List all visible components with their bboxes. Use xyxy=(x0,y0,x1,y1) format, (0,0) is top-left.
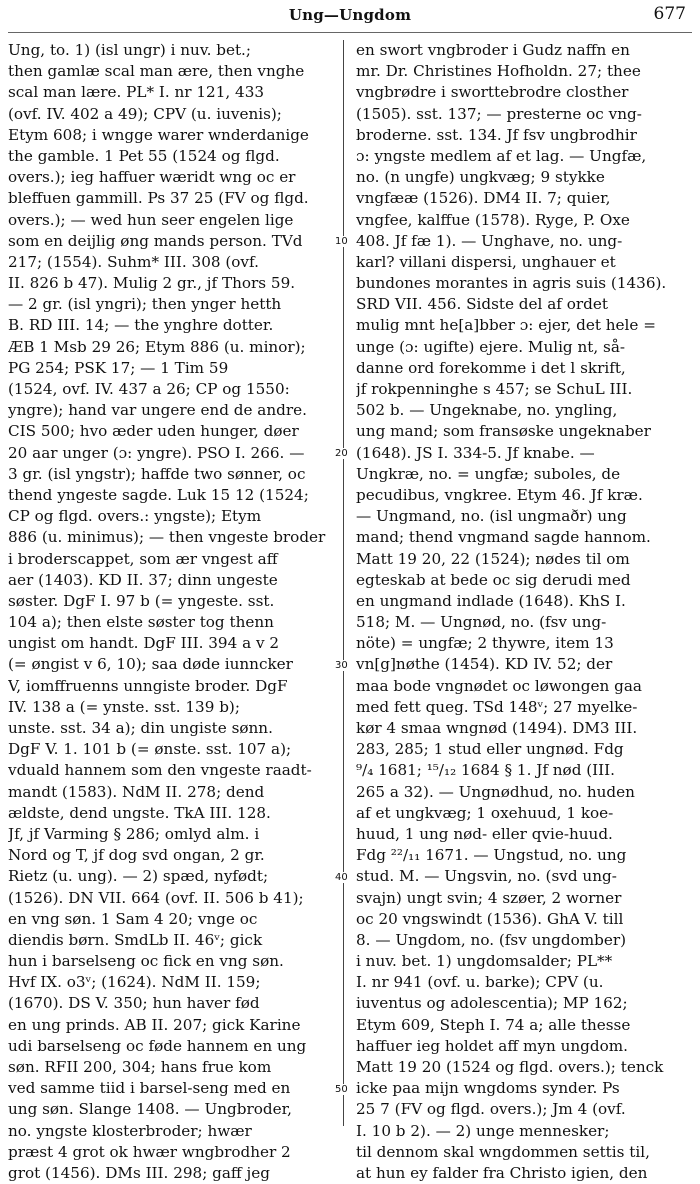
text-line: maa bode vngnødet oc løwongen gaa xyxy=(356,676,642,695)
text-line: — 2 gr. (isl yngri); then ynger hetth xyxy=(8,295,282,314)
text-line: svajn) ungt svin; 4 szøer, 2 worner xyxy=(356,888,622,907)
header-rule xyxy=(8,32,692,33)
text-line: Matt 19 20, 22 (1524); nødes til om xyxy=(356,549,630,568)
text-line: overs.); ieg haffuer wæridt wng oc er xyxy=(8,168,296,187)
text-line: pecudibus, vngkree. Etym 46. Jf kræ. xyxy=(356,485,643,504)
text-line: B. RD III. 14; — the ynghre dotter. xyxy=(8,316,274,335)
text-line: karl? villani dispersi, unghauer et xyxy=(356,252,616,271)
text-line: stud. M. — Ungsvin, no. (svd ung- xyxy=(356,867,617,886)
text-line: i broderscappet, som ær vngest aff xyxy=(8,549,278,568)
text-line: bleffuen gammill. Ps 37 25 (FV og flgd. xyxy=(8,189,309,208)
line-number: 40 xyxy=(335,871,348,883)
text-line: ung mand; som fransøske ungeknaber xyxy=(356,422,651,441)
text-line: vngfee, kalffue (1578). Ryge, P. Oxe xyxy=(356,210,630,229)
text-line: nöte) = ungfæ; 2 thywre, item 13 xyxy=(356,634,614,653)
text-line: (= øngist v 6, 10); saa døde iunncker xyxy=(8,655,293,674)
text-line: hun i barselseng oc fick en vng søn. xyxy=(8,952,284,971)
text-line: ɔ: yngste medlem af et lag. — Ungfæ, xyxy=(356,146,647,165)
text-line: huud, 1 ung nød- eller qvie-huud. xyxy=(356,824,613,843)
page-header xyxy=(0,2,700,32)
page-number: 677 xyxy=(653,4,686,24)
text-line: PG 254; PSK 17; — 1 Tim 59 xyxy=(8,358,229,377)
text-line: 502 b. — Ungeknabe, no. yngling, xyxy=(356,401,618,420)
text-line: oc 20 vngswindt (1536). GhA V. till xyxy=(356,909,624,928)
text-line: ved samme tiid i barsel-seng med en xyxy=(8,1079,291,1098)
right-column xyxy=(356,40,690,1184)
text-line: 104 a); then elste søster tog thenn xyxy=(8,613,274,632)
text-line: I. 10 b 2). — 2) unge mennesker; xyxy=(356,1121,610,1140)
text-line: Ung, to. 1) (isl ungr) i nuv. bet.; xyxy=(8,41,252,59)
text-line: Ungkræ, no. = ungfæ; suboles, de xyxy=(356,464,621,483)
text-line: ⁹/₄ 1681; ¹⁵/₁₂ 1684 § 1. Jf nød (III. xyxy=(356,761,615,780)
text-line: Hvf IX. o3ᵛ; (1624). NdM II. 159; xyxy=(8,973,261,992)
text-line: — Ungmand, no. (isl ungmaðr) ung xyxy=(356,507,627,526)
line-number: 50 xyxy=(335,1083,348,1095)
running-head-title: Ung—Ungdom xyxy=(288,6,412,24)
text-line: grot (1456). DMs III. 298; gaff jeg xyxy=(8,1163,270,1182)
text-line: unge (ɔ: ugifte) ejere. Mulig nt, så- xyxy=(356,337,626,356)
text-line: mand; thend vngmand sagde hannom. xyxy=(356,528,651,547)
text-line: at hun ey falder fra Christo igien, den xyxy=(356,1163,648,1182)
text-line: Fdg ²²/₁₁ 1671. — Ungstud, no. ung xyxy=(356,846,627,865)
text-line: en vng søn. 1 Sam 4 20; vnge oc xyxy=(8,909,258,928)
line-number: 30 xyxy=(335,659,348,671)
text-line: Jf, jf Varming § 286; omlyd alm. i xyxy=(8,824,260,843)
text-line: 886 (u. minimus); — then vngeste broder xyxy=(8,528,326,547)
text-line: med fett queg. TSd 148ᵛ; 27 myelke- xyxy=(356,697,638,716)
text-line: (1670). DS V. 350; hun haver fød xyxy=(8,994,260,1013)
text-line: (ovf. IV. 402 a 49); CPV (u. iuvenis); xyxy=(8,104,282,123)
text-line: 408. Jf fæ 1). — Unghave, no. ung- xyxy=(356,231,623,250)
text-line: mandt (1583). NdM II. 278; dend xyxy=(8,782,265,801)
text-line: vngbrødre i sworttebrodre closther xyxy=(356,83,629,102)
text-line: Etym 609, Steph I. 74 a; alle thesse xyxy=(356,1015,631,1034)
text-line: overs.); — wed hun seer engelen lige xyxy=(8,210,294,229)
line-number: 20 xyxy=(335,447,348,459)
text-line: the gamble. 1 Pet 55 (1524 og flgd. xyxy=(8,146,280,165)
text-line: ung søn. Slange 1408. — Ungbroder, xyxy=(8,1100,293,1119)
text-line: ungist om handt. DgF III. 394 a v 2 xyxy=(8,634,280,653)
text-line: iuventus og adolescentia); MP 162; xyxy=(356,994,628,1013)
text-line: (1524, ovf. IV. 437 a 26; CP og 1550: xyxy=(8,380,290,398)
text-line: DgF V. 1. 101 b (= ønste. sst. 107 a); xyxy=(8,740,292,759)
text-line: søster. DgF I. 97 b (= yngeste. sst. xyxy=(8,591,275,610)
text-line: haffuer ieg holdet aff myn ungdom. xyxy=(356,1036,628,1055)
text-line: til dennom skal wngdommen settis til, xyxy=(356,1142,650,1161)
text-line: (1505). sst. 137; — presterne oc vng- xyxy=(356,104,642,123)
text-line: mulig mnt he[a]bber ɔ: ejer, det hele = xyxy=(356,316,656,335)
text-line: en ungmand indlade (1648). KhS I. xyxy=(356,591,626,610)
text-line: 518; M. — Ungnød, no. (fsv ung- xyxy=(356,613,607,632)
text-line: no. yngste klosterbroder; hwær xyxy=(8,1121,252,1140)
text-line: Matt 19 20 (1524 og flgd. overs.); tenck xyxy=(356,1058,664,1076)
text-line: Nord og T, jf dog svd ongan, 2 gr. xyxy=(8,846,265,865)
text-line: en ung prinds. AB II. 207; gick Karine xyxy=(8,1015,301,1034)
text-line: ældste, dend ungste. TkA III. 128. xyxy=(8,803,271,822)
text-line: I. nr 941 (ovf. u. barke); CPV (u. xyxy=(356,973,604,992)
text-line: CP og flgd. overs.: yngste); Etym xyxy=(8,507,262,526)
text-line: vngfææ (1526). DM4 II. 7; quier, xyxy=(356,189,611,208)
text-line: ÆB 1 Msb 29 26; Etym 886 (u. minor); xyxy=(8,337,306,356)
line-number: 10 xyxy=(335,235,348,247)
text-line: yngre); hand var ungere end de andre. xyxy=(8,401,307,420)
text-line: 3 gr. (isl yngstr); haffde two sønner, oc xyxy=(8,464,306,483)
text-line: mr. Dr. Christines Hofholdn. 27; thee xyxy=(356,62,641,81)
text-line: no. (n ungfe) ungkvæg; 9 stykke xyxy=(356,168,605,187)
text-line: CIS 500; hvo æder uden hunger, døer xyxy=(8,422,299,441)
text-line: unste. sst. 34 a); din ungiste sønn. xyxy=(8,719,273,737)
text-line: 217; (1554). Suhm* III. 308 (ovf. xyxy=(8,252,259,271)
text-line: vn[g]nøthe (1454). KD IV. 52; der xyxy=(356,655,613,674)
text-line: vduald hannem som den vngeste raadt- xyxy=(8,761,312,780)
text-line: aer (1403). KD II. 37; dinn ungeste xyxy=(8,570,278,589)
text-line: af et ungkvæg; 1 oxehuud, 1 koe- xyxy=(356,803,614,822)
text-line: Rietz (u. ung). — 2) spæd, nyfødt; xyxy=(8,867,269,886)
text-line: bundones morantes in agris suis (1436). xyxy=(356,274,667,293)
text-line: icke paa mijn wngdoms synder. Ps xyxy=(356,1079,620,1098)
text-line: søn. RFII 200, 304; hans frue kom xyxy=(8,1058,272,1076)
text-line: i nuv. bet. 1) ungdomsalder; PL** xyxy=(356,952,613,971)
text-line: scal man lære. PL* I. nr 121, 433 xyxy=(8,83,265,102)
text-line: præst 4 grot ok hwær wngbrodher 2 xyxy=(8,1142,291,1161)
text-line: kør 4 smaa wngnød (1494). DM3 III. xyxy=(356,719,638,737)
text-line: 283, 285; 1 stud eller ungnød. Fdg xyxy=(356,740,624,759)
text-line: 25 7 (FV og flgd. overs.); Jm 4 (ovf. xyxy=(356,1100,626,1119)
text-line: diendis børn. SmdLb II. 46ᵛ; gick xyxy=(8,930,263,949)
text-line: 8. — Ungdom, no. (fsv ungdomber) xyxy=(356,930,627,949)
text-line: danne ord forekomme i det l skrift, xyxy=(356,358,626,377)
text-line: thend yngeste sagde. Luk 15 12 (1524; xyxy=(8,485,309,504)
text-line: II. 826 b 47). Mulig 2 gr., jf Thors 59. xyxy=(8,274,296,293)
text-line: 265 a 32). — Ungnødhud, no. huden xyxy=(356,782,635,801)
left-column xyxy=(8,40,338,1184)
text-line: 20 aar unger (ɔ: yngre). PSO I. 266. — xyxy=(8,443,305,462)
text-line: en swort vngbroder i Gudz naffn en xyxy=(356,41,630,59)
text-line: som en deijlig øng mands person. TVd xyxy=(8,231,303,250)
text-line: SRD VII. 456. Sidste del af ordet xyxy=(356,295,608,314)
text-line: egteskab at bede oc sig derudi med xyxy=(356,570,631,589)
text-line: (1648). JS I. 334-5. Jf knabe. — xyxy=(356,443,595,462)
text-line: jf rokpenninghe s 457; se SchuL III. xyxy=(356,380,633,398)
text-line: (1526). DN VII. 664 (ovf. II. 506 b 41); xyxy=(8,888,304,907)
text-line: IV. 138 a (= ynste. sst. 139 b); xyxy=(8,697,240,716)
text-line: udi barselseng oc føde hannem en ung xyxy=(8,1036,307,1055)
column-divider xyxy=(343,40,344,1126)
text-line: then gamlæ scal man ære, then vnghe xyxy=(8,62,305,81)
text-line: Etym 608; i wngge warer wnderdanige xyxy=(8,125,309,144)
text-line: broderne. sst. 134. Jf fsv ungbrodhir xyxy=(356,125,637,144)
text-line: V, iomffruenns unngiste broder. DgF xyxy=(8,676,288,695)
